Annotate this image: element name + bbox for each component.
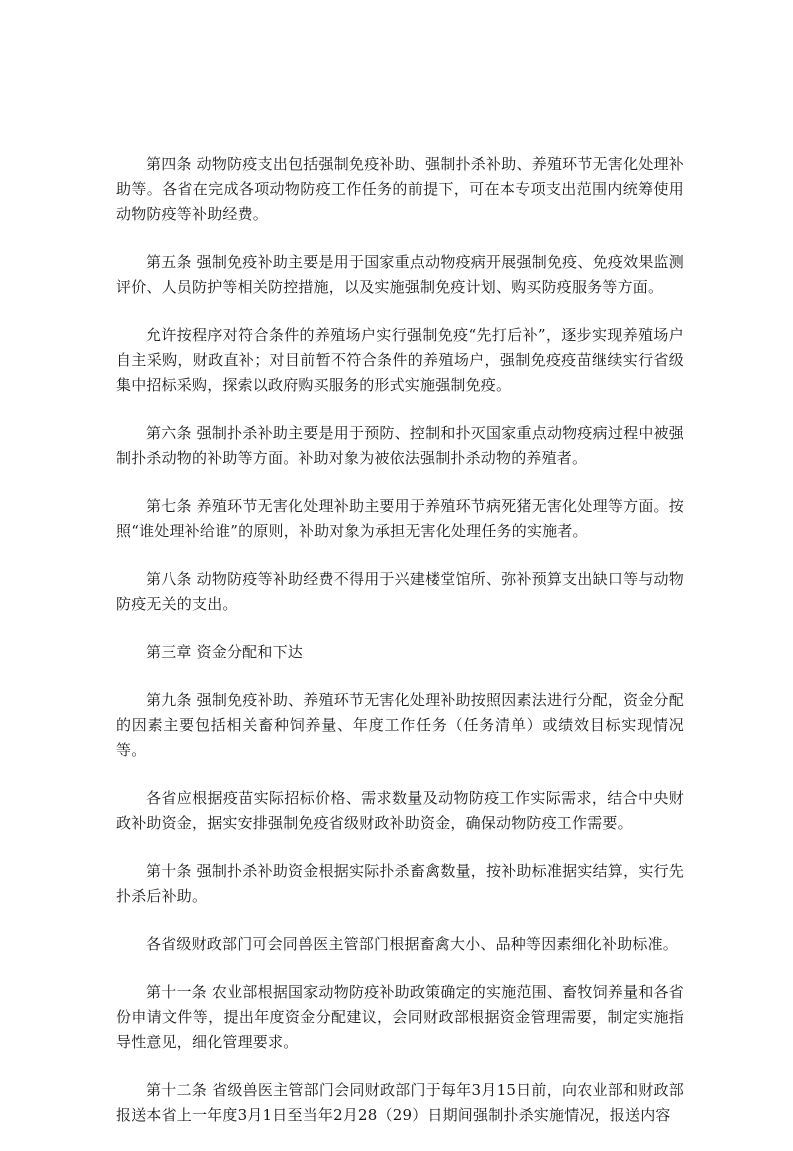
article-12-paragraph: 第十二条 省级兽医主管部门会同财政部门于每年3月15日前，向农业部和财政部报送本省上一年度3月1日至当年2月28（29）日期间强制扑杀实施情况，报送内容 [116, 1081, 684, 1124]
article-7-paragraph: 第七条 养殖环节无害化处理补助主要用于养殖环节病死猪无害化处理等方面。按照“谁处理补给谁”的原则，补助对象为承担无害化处理任务的实施者。 [116, 497, 684, 540]
article-10-paragraph: 第十条 强制扑杀补助资金根据实际扑杀畜禽数量，按补助标准据实结算，实行先扑杀后补助。 [116, 862, 684, 905]
article-5-paragraph: 第五条 强制免疫补助主要是用于国家重点动物疫病开展强制免疫、免疫效果监测评价、人员防护等相关防控措施，以及实施强制免疫计划、购买防疫服务等方面。 [116, 253, 684, 296]
article-6-paragraph: 第六条 强制扑杀补助主要是用于预防、控制和扑灭国家重点动物疫病过程中被强制扑杀动物的补助等方面。补助对象为被依法强制扑杀动物的养殖者。 [116, 424, 684, 467]
article-11-paragraph: 第十一条 农业部根据国家动物防疫补助政策确定的实施范围、畜牧饲养量和各省份申请文件等，提出年度资金分配建议，会同财政部根据资金管理需要，制定实施指导性意见，细化管理要求。 [116, 983, 684, 1051]
article-9-continuation-paragraph: 各省应根据疫苗实际招标价格、需求数量及动物防疫工作实际需求，结合中央财政补助资金，据实安排强制免疫省级财政补助资金，确保动物防疫工作需要。 [116, 789, 684, 832]
chapter-3-heading: 第三章 资金分配和下达 [146, 643, 303, 661]
article-10-continuation-paragraph: 各省级财政部门可会同兽医主管部门根据畜禽大小、品种等因素细化补助标准。 [146, 935, 679, 953]
article-9-paragraph: 第九条 强制免疫补助、养殖环节无害化处理补助按照因素法进行分配，资金分配的因素主要包括相关畜种饲养量、年度工作任务（任务清单）或绩效目标实现情况等。 [116, 691, 684, 759]
document-body [116, 152, 684, 1151]
article-4-paragraph: 第四条 动物防疫支出包括强制免疫补助、强制扑杀补助、养殖环节无害化处理补助等。各省在完成各项动物防疫工作任务的前提下，可在本专项支出范围内统筹使用动物防疫等补助经费。 [116, 155, 684, 223]
article-5-continuation-paragraph: 允许按程序对符合条件的养殖场户实行强制免疫“先打后补”，逐步实现养殖场户自主采购，财政直补；对目前暂不符合条件的养殖场户，强制免疫疫苗继续实行省级集中招标采购，探索以政府购买服务的形式实施强制免疫。 [116, 326, 684, 394]
article-8-paragraph: 第八条 动物防疫等补助经费不得用于兴建楼堂馆所、弥补预算支出缺口等与动物防疫无关的支出。 [116, 570, 684, 613]
